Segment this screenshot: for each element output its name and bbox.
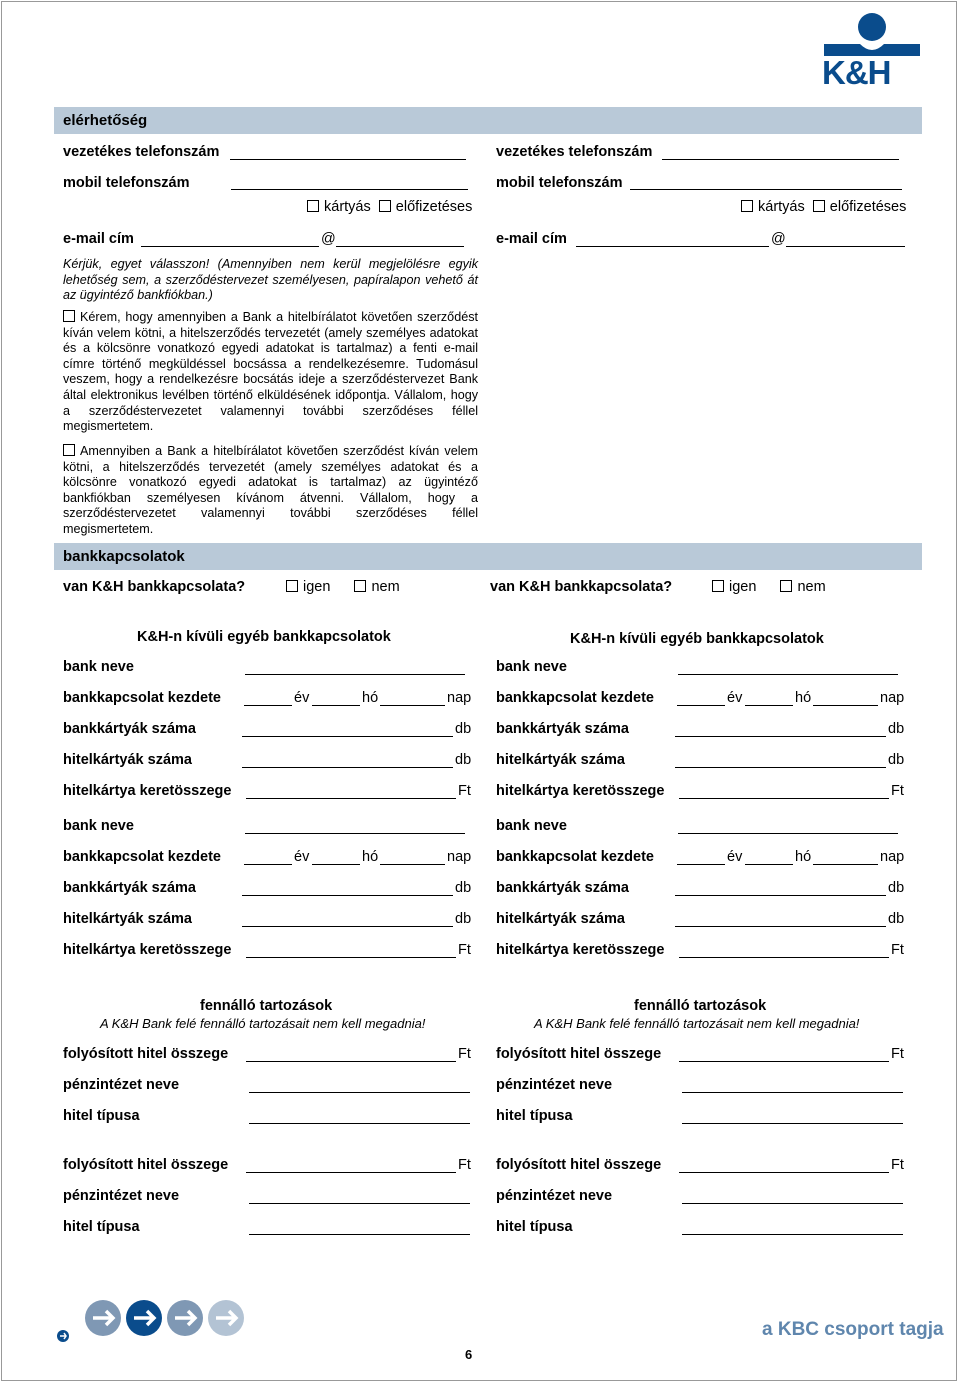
section-bank-header bbox=[54, 543, 922, 570]
yes-label-2: igen bbox=[729, 579, 757, 595]
pcs-label-2-2: db bbox=[888, 880, 905, 896]
year-label-2-2: év bbox=[727, 849, 743, 865]
ft-label-1-1: Ft bbox=[458, 783, 471, 799]
credit-limit-field-1-1[interactable] bbox=[246, 798, 456, 799]
debts-title-2: fennálló tartozások bbox=[634, 998, 767, 1014]
page-number: 6 bbox=[465, 1347, 473, 1362]
start-day-field-2-1[interactable] bbox=[813, 705, 878, 706]
loan-amount-field-1-1[interactable] bbox=[246, 1061, 456, 1062]
credit-cards-label-1-1: hitelkártyák száma bbox=[63, 752, 192, 768]
pcs-label-1-1: db bbox=[455, 752, 472, 768]
email-user-field-2[interactable] bbox=[576, 246, 769, 247]
start-year-field-2-1[interactable] bbox=[677, 705, 725, 706]
credit-cards-field-2-1[interactable] bbox=[675, 767, 886, 768]
landline-field[interactable] bbox=[230, 159, 466, 160]
loan-amount-label-2-2: folyósított hitel összege bbox=[496, 1157, 662, 1173]
month-label-1-2: hó bbox=[362, 849, 379, 865]
section-title: elérhetőség bbox=[63, 112, 148, 129]
year-label-1-2: év bbox=[294, 849, 310, 865]
bank-cards-label-1-1: bankkártyák száma bbox=[63, 721, 196, 737]
debts-title: fennálló tartozások bbox=[200, 998, 333, 1014]
subscription-checkbox[interactable] bbox=[379, 200, 391, 212]
landline-label-2: vezetékes telefonszám bbox=[496, 144, 653, 160]
ft-label-1-2: Ft bbox=[458, 942, 471, 958]
institution-field-1-2[interactable] bbox=[249, 1203, 470, 1204]
option-branch-text: Amennyiben a Bank a hitelbírálatot követően szerződést kíván velem kötni, a hitelszerződés tervezetét (amely személyes adatokat és a kölcsönre vonatkozó egyedi adatokat is tartalmaz) az ügyintéző bankfiókban személyesen kívánom átvenni. Vállalom, hogy a szerződéstervezetet valamennyi további szerződéses féllel megismertetem. bbox=[63, 444, 478, 536]
no-checkbox[interactable] bbox=[354, 580, 366, 592]
no-label: nem bbox=[371, 579, 400, 595]
credit-limit-field-2-1[interactable] bbox=[679, 798, 889, 799]
credit-cards-field-1-2[interactable] bbox=[242, 926, 453, 927]
start-day-field-1-1[interactable] bbox=[380, 705, 445, 706]
institution-label-1-1: pénzintézet neve bbox=[63, 1077, 180, 1093]
start-month-field-2-1[interactable] bbox=[745, 705, 793, 706]
relation-start-label-2-2: bankkapcsolat kezdete bbox=[496, 849, 654, 865]
ft-label-2-1: Ft bbox=[891, 1046, 904, 1062]
bank-name-field-1-1[interactable] bbox=[245, 674, 465, 675]
yes-checkbox[interactable] bbox=[286, 580, 298, 592]
institution-label-1-2: pénzintézet neve bbox=[63, 1188, 180, 1204]
credit-limit-field-2-2[interactable] bbox=[679, 957, 889, 958]
credit-cards-field-1-1[interactable] bbox=[242, 767, 453, 768]
relation-start-label-2-1: bankkapcsolat kezdete bbox=[496, 690, 654, 706]
email-label: e-mail cím bbox=[63, 231, 134, 247]
logo-text: K&H bbox=[822, 54, 891, 91]
ft-label-2-2: Ft bbox=[891, 942, 904, 958]
subscription-label-2: előfizetéses bbox=[829, 199, 907, 215]
start-month-field-1-2[interactable] bbox=[312, 864, 360, 865]
debts-subtitle: A K&H Bank felé fennálló tartozásait nem kell megadnia! bbox=[100, 1016, 426, 1031]
pcs-label-2-1: db bbox=[888, 721, 905, 737]
bank-cards-field-2-1[interactable] bbox=[675, 736, 886, 737]
year-label-1-1: év bbox=[294, 690, 310, 706]
pcs-label-2-2: db bbox=[888, 911, 905, 927]
credit-cards-field-2-2[interactable] bbox=[675, 926, 886, 927]
debts-subtitle-2: A K&H Bank felé fennálló tartozásait nem kell megadnia! bbox=[534, 1016, 860, 1031]
day-label-1-2: nap bbox=[447, 849, 472, 865]
other-banks-title: K&H-n kívüli egyéb bankkapcsolatok bbox=[137, 629, 391, 645]
ft-label-1-1: Ft bbox=[458, 1046, 471, 1062]
loan-type-label-2-2: hitel típusa bbox=[496, 1219, 573, 1235]
bank-name-field-1-2[interactable] bbox=[245, 833, 465, 834]
option-email-checkbox[interactable] bbox=[63, 310, 75, 322]
choice-note: Kérjük, egyet válasszon! (Amennyiben nem kerül megjelölésre egyik lehetőség sem, a szerződéstervezet személyesen, papíralapon vehető át az ügyintéző bankfiókban.) bbox=[63, 257, 478, 303]
start-year-field-2-2[interactable] bbox=[677, 864, 725, 865]
phone-type-options-2 bbox=[741, 199, 906, 215]
institution-label-2-2: pénzintézet neve bbox=[496, 1188, 613, 1204]
institution-field-1-1[interactable] bbox=[249, 1092, 470, 1093]
kh-relation-options-2 bbox=[712, 579, 826, 595]
bank-name-label-1-2: bank neve bbox=[63, 818, 134, 834]
day-label-2-2: nap bbox=[880, 849, 905, 865]
pcs-label-1-2: db bbox=[455, 880, 472, 896]
email-domain-field[interactable] bbox=[336, 246, 464, 247]
loan-type-label-2-1: hitel típusa bbox=[496, 1108, 573, 1124]
subscription-checkbox-2[interactable] bbox=[813, 200, 825, 212]
bank-name-label-1-1: bank neve bbox=[63, 659, 134, 675]
loan-amount-label-1-2: folyósított hitel összege bbox=[63, 1157, 229, 1173]
month-label-2-1: hó bbox=[795, 690, 812, 706]
start-month-field-1-1[interactable] bbox=[312, 705, 360, 706]
option-branch bbox=[63, 444, 478, 538]
bank-name-label-2-2: bank neve bbox=[496, 818, 567, 834]
institution-label-2-1: pénzintézet neve bbox=[496, 1077, 613, 1093]
landline-label: vezetékes telefonszám bbox=[63, 144, 220, 160]
loan-amount-field-2-2[interactable] bbox=[679, 1172, 889, 1173]
institution-field-2-2[interactable] bbox=[682, 1203, 903, 1204]
yes-checkbox-2[interactable] bbox=[712, 580, 724, 592]
no-label-2: nem bbox=[797, 579, 826, 595]
phone-type-options bbox=[307, 199, 472, 215]
bank-name-field-2-1[interactable] bbox=[678, 674, 898, 675]
mobile-field[interactable] bbox=[231, 189, 468, 190]
pcs-label-1-1: db bbox=[455, 721, 472, 737]
year-label-2-1: év bbox=[727, 690, 743, 706]
option-email bbox=[63, 310, 478, 435]
loan-amount-label-1-1: folyósított hitel összege bbox=[63, 1046, 229, 1062]
no-checkbox-2[interactable] bbox=[780, 580, 792, 592]
credit-cards-label-2-1: hitelkártyák száma bbox=[496, 752, 625, 768]
option-branch-checkbox[interactable] bbox=[63, 444, 75, 456]
subscription-label: előfizetéses bbox=[395, 199, 473, 215]
bank-cards-label-2-1: bankkártyák száma bbox=[496, 721, 629, 737]
start-month-field-2-2[interactable] bbox=[745, 864, 793, 865]
loan-type-field-2-2[interactable] bbox=[682, 1234, 903, 1235]
option-email-text: Kérem, hogy amennyiben a Bank a hitelbírálatot követően szerződést kíván velem kötni, a hitelszerződés tervezetét (amely személyes adatokat és a kölcsönre vonatkozó egyedi adatokat is tartalmaz) a fenti e-mail címre történő megküldéssel bocsássa a rendelkezésemre. Tudomásul veszem, hogy a rendelkezésre bocsátás ideje a szerződéstervezet Bank által elektronikus levélben történő elküldésének időpontja. Vállalom, hogy a szerződéstervezetet valamennyi további szerződéses féllel megismertetem. bbox=[63, 310, 478, 434]
mobile-label: mobil telefonszám bbox=[63, 175, 190, 191]
start-year-field-1-2[interactable] bbox=[244, 864, 292, 865]
section-title: bankkapcsolatok bbox=[63, 548, 185, 565]
bank-cards-label-1-2: bankkártyák száma bbox=[63, 880, 196, 896]
relation-start-label-1-2: bankkapcsolat kezdete bbox=[63, 849, 221, 865]
loan-amount-label-2-1: folyósított hitel összege bbox=[496, 1046, 662, 1062]
card-label-2: kártyás bbox=[758, 199, 805, 215]
credit-limit-label-2-1: hitelkártya keretösszege bbox=[496, 783, 665, 799]
section-contact-header bbox=[54, 107, 922, 134]
nav-arrows bbox=[56, 1298, 256, 1344]
credit-limit-field-1-2[interactable] bbox=[246, 957, 456, 958]
pcs-label-1-2: db bbox=[455, 911, 472, 927]
other-banks-title-2: K&H-n kívüli egyéb bankkapcsolatok bbox=[570, 631, 824, 647]
ft-label-2-1: Ft bbox=[891, 783, 904, 799]
relation-start-label-1-1: bankkapcsolat kezdete bbox=[63, 690, 221, 706]
start-day-field-1-2[interactable] bbox=[380, 864, 445, 865]
loan-type-label-1-2: hitel típusa bbox=[63, 1219, 140, 1235]
card-checkbox[interactable] bbox=[307, 200, 319, 212]
yes-label: igen bbox=[303, 579, 331, 595]
ft-label-1-2: Ft bbox=[458, 1157, 471, 1173]
loan-type-label-1-1: hitel típusa bbox=[63, 1108, 140, 1124]
bank-cards-field-2-2[interactable] bbox=[675, 895, 886, 896]
bank-cards-label-2-2: bankkártyák száma bbox=[496, 880, 629, 896]
day-label-1-1: nap bbox=[447, 690, 472, 706]
institution-field-2-1[interactable] bbox=[682, 1092, 903, 1093]
credit-limit-label-1-2: hitelkártya keretösszege bbox=[63, 942, 232, 958]
loan-amount-field-1-2[interactable] bbox=[246, 1172, 456, 1173]
loan-type-field-1-2[interactable] bbox=[249, 1234, 470, 1235]
landline-field-2[interactable] bbox=[662, 159, 899, 160]
month-label-2-2: hó bbox=[795, 849, 812, 865]
ft-label-2-2: Ft bbox=[891, 1157, 904, 1173]
bank-name-label-2-1: bank neve bbox=[496, 659, 567, 675]
pcs-label-2-1: db bbox=[888, 752, 905, 768]
kh-relation-question-2: van K&H bankkapcsolata? bbox=[490, 579, 673, 595]
card-checkbox-2[interactable] bbox=[741, 200, 753, 212]
loan-type-field-2-1[interactable] bbox=[682, 1123, 903, 1124]
mobile-label-2: mobil telefonszám bbox=[496, 175, 623, 191]
credit-cards-label-1-2: hitelkártyák száma bbox=[63, 911, 192, 927]
mobile-field-2[interactable] bbox=[630, 189, 902, 190]
card-label: kártyás bbox=[324, 199, 371, 215]
loan-amount-field-2-1[interactable] bbox=[679, 1061, 889, 1062]
kh-relation-question: van K&H bankkapcsolata? bbox=[63, 579, 246, 595]
bank-cards-field-1-2[interactable] bbox=[242, 895, 453, 896]
bank-cards-field-1-1[interactable] bbox=[242, 736, 453, 737]
at-sign: @ bbox=[321, 231, 336, 247]
start-day-field-2-2[interactable] bbox=[813, 864, 878, 865]
email-domain-field-2[interactable] bbox=[786, 246, 905, 247]
email-user-field[interactable] bbox=[141, 246, 319, 247]
loan-type-field-1-1[interactable] bbox=[249, 1123, 470, 1124]
at-sign-2: @ bbox=[771, 231, 786, 247]
kh-relation-options bbox=[286, 579, 400, 595]
kbc-tagline: a KBC csoport tagja bbox=[762, 1319, 944, 1340]
credit-limit-label-1-1: hitelkártya keretösszege bbox=[63, 783, 232, 799]
month-label-1-1: hó bbox=[362, 690, 379, 706]
day-label-2-1: nap bbox=[880, 690, 905, 706]
email-label-2: e-mail cím bbox=[496, 231, 567, 247]
credit-limit-label-2-2: hitelkártya keretösszege bbox=[496, 942, 665, 958]
start-year-field-1-1[interactable] bbox=[244, 705, 292, 706]
credit-cards-label-2-2: hitelkártyák száma bbox=[496, 911, 625, 927]
bank-name-field-2-2[interactable] bbox=[678, 833, 898, 834]
